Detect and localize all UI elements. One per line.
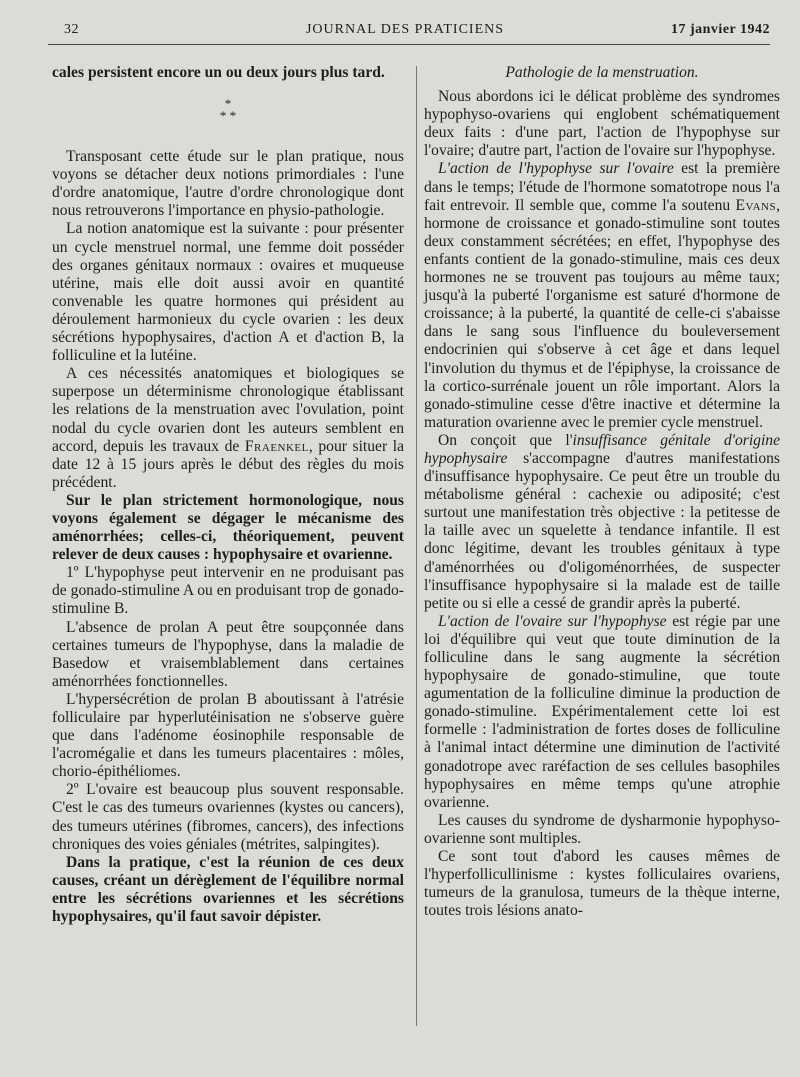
header-rule <box>48 44 770 45</box>
paragraph-text: s'accompagne d'autres manifestations d'insuffisance hypophysaire. Ce peut être un trouble du métabolisme général : cachexie ou adiposité; c'est surtout une manifestation très objective : la petitesse de la taille avec un squelette à tendance infantile. Il est donc légitime, devant les troubles génitaux à type d'aménorrhées ou d'oligoménorrhées, de suspecter l'insuffisance hypophysaire si la malade est de taille petite ou si elle a cessé de grandir après la puberté. <box>424 449 780 612</box>
paragraph <box>424 613 780 812</box>
issue-date: 17 janvier 1942 <box>670 22 770 37</box>
paragraph-text: On conçoit que l' <box>438 431 573 449</box>
paragraph: La notion anatomique est la suivante : pour présenter un cycle menstruel normal, une femme doit posséder des organes génitaux normaux : ovaires et muqueuse utérine, mais elle doit aussi avoir en quantité convenable les quatre hormones qui président au déroulement harmonieux du cycle ovarien : les deux sécrétions hypophysaires, d'action A et d'action B, la folliculine et la lutéine. <box>52 220 404 365</box>
paragraph-text: est la première dans le temps; l'étude de l'hormone somatotrope nous l'a fait entrevoir. Il semble que, comme l'a soutenu <box>424 160 781 214</box>
paragraph: Ce sont tout d'abord les causes mêmes de l'hyperfollicullinisme : kystes folliculaires ovariens, tumeurs de la granulosa, tumeurs de la thèque interne, toutes trois lésions anato- <box>424 848 780 920</box>
journal-title: JOURNAL DES PRATICIENS <box>305 22 505 37</box>
paragraph: Sur le plan strictement hormonologique, nous voyons également se dégager le mécanisme des aménorrhées; celles-ci, théoriquement, peuvent relever de deux causes : hypophysaire et ovarienne. <box>52 491 404 564</box>
paragraph-text: , hormone de croissance et gonado-stimuline sont toutes deux constamment sécrétées; en effet, l'hypophyse des enfants contient de la gonado-stimuline, mais ces deux hormones ne se trouvent pas toujours au même taux; jusqu'à la puberté l'organisme est saturé d'hormone de croissance; à la puberté, la quantité de celle-ci s'abaisse dans le sang sous l'influence du bouleversement endocrinien qui s'observe à cet âge et dans lequel l'involution du thymus et de l'épiphyse, la croissance de la cortico-surrénale jouent un rôle important. Alors la gonado-stimuline cesse d'être inactive et détermine la maturation ovarienne avec le premier cycle menstruel. <box>424 196 780 431</box>
right-column <box>424 64 780 920</box>
paragraph <box>424 160 780 431</box>
section-title: Pathologie de la menstruation. <box>505 64 699 81</box>
left-column <box>52 64 404 926</box>
paragraph-text: A ces nécessités anatomiques et biologiques se superpose un déterminisme chronologique établissant les relations de la menstruation avec l'ovulation, point nodal du cycle ovarien dont les auteurs semblent en accord, depuis les travaux de <box>52 365 404 455</box>
author-name: Evans <box>735 196 777 214</box>
paragraph: 2º L'ovaire est beaucoup plus souvent responsable. C'est le cas des tumeurs ovariennes (kystes ou cancers), des tumeurs utérines (fibromes, cancers), des infections chroniques des voies géniales (métrites, salpingites). <box>52 781 404 853</box>
paragraph <box>52 365 404 492</box>
paragraph-text: est régie par une loi d'équilibre qui veut que toute diminution de la folliculine dans le sang augmente la sécrétion hypophysaire de gonado-stimuline, que toute agumentation de la folliculine diminue la production de gonado-stimuline. Expérimentalement cette loi est formelle : l'administration de fortes doses de folliculine à l'animal intact détermine une diminution de l'activité gonadotrope avec raréfaction de ses cellules basophiles hypophysaires en même temps qu'une atrophie ovarienne. <box>424 612 780 811</box>
author-name: Fraenkel <box>244 437 309 455</box>
paragraph: Dans la pratique, c'est la réunion de ces deux causes, créant un dérèglement de l'équilibre normal entre les sécrétions ovariennes et les sécrétions hypophysaires, qu'il faut savoir dépister. <box>52 853 404 926</box>
column-divider <box>416 66 417 1026</box>
paragraph <box>424 432 780 613</box>
asterism-bottom: * * <box>219 108 237 124</box>
asterism <box>52 98 404 122</box>
paragraph: cales persistent encore un ou deux jours plus tard. <box>52 64 385 81</box>
paragraph: L'hypersécrétion de prolan B aboutissant à l'atrésie folliculaire par hyperlutéinisation ne s'observe guère que dans l'adénome éosinophile responsable de l'acromégalie et dans les tumeurs placentaires : môles, chorio-épithéliomes. <box>52 690 404 781</box>
paragraph: 1º L'hypophyse peut intervenir en ne produisant pas de gonado-stimuline A ou en produisant trop de gonado-stimuline B. <box>52 564 404 618</box>
asterism-top: * <box>224 96 232 112</box>
paragraph-text: , pour situer la date 12 à 15 jours après le début des règles du mois précédent. <box>52 437 405 491</box>
page-header <box>40 18 770 42</box>
italic-phrase: insuffisance génitale d'origine hypophysaire <box>424 431 780 467</box>
paragraph: L'absence de prolan A peut être soupçonnée dans certaines tumeurs de l'hypophyse, dans la maladie de Basedow et vraisemblablement dans certaines aménorrhées fonctionnelles. <box>52 618 404 690</box>
page-number: 32 <box>64 22 79 37</box>
paragraph: Transposant cette étude sur le plan pratique, nous voyons se détacher deux notions primordiales : l'une d'ordre anatomique, l'autre d'ordre chronologique dont nous retrouverons l'importance en physio-pathologie. <box>52 148 404 220</box>
paragraph: Nous abordons ici le délicat problème des syndromes hypophyso-ovariens qui englobent schématiquement deux faits : d'une part, l'action de l'hypophyse sur l'ovaire; d'autre part, l'action de l'ovaire sur l'hypophyse. <box>424 88 780 160</box>
paragraph: Les causes du syndrome de dysharmonie hypophyso-ovarienne sont multiples. <box>424 811 780 847</box>
italic-phrase: L'action de l'hypophyse sur l'ovaire <box>438 160 674 178</box>
italic-phrase: L'action de l'ovaire sur l'hypophyse <box>438 612 667 630</box>
